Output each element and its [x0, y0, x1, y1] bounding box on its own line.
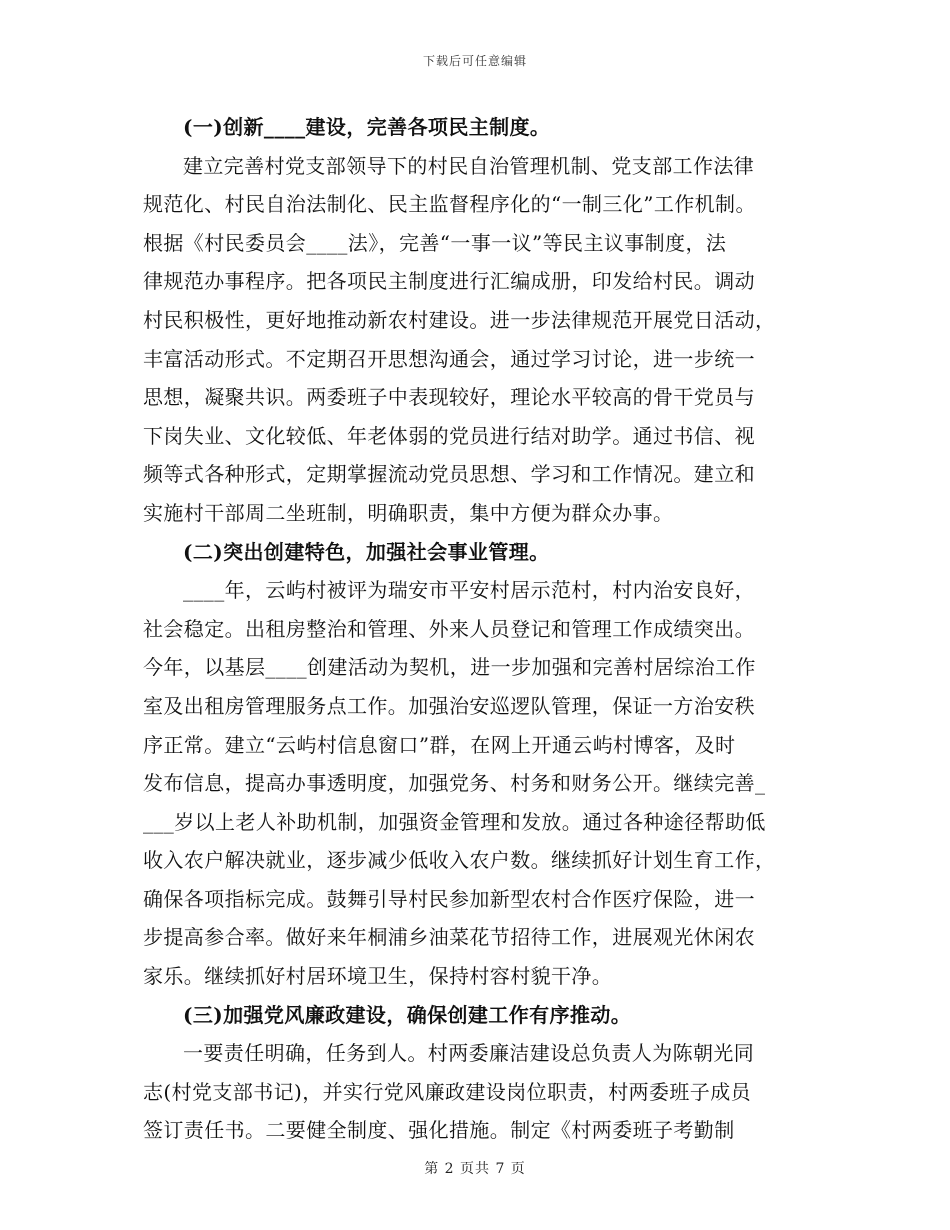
text-line: 下岗失业、文化较低、年老体弱的党员进行结对助学。通过书信、视 [143, 423, 755, 448]
text-line: 丰富活动形式。不定期召开思想沟通会，通过学习讨论，进一步统一 [143, 346, 755, 371]
text-line: ____年，云屿村被评为瑞安市平安村居示范村，村内治安良好， [183, 578, 755, 603]
section-body-3 [143, 1034, 810, 1150]
text-line: 一要责任明确，任务到人。村两委廉洁建设总负责人为陈朝光同 [183, 1041, 755, 1066]
text-line: 确保各项指标完成。鼓舞引导村民参加新型农村合作医疗保险，进一 [143, 886, 755, 911]
text-line: 家乐。继续抓好村居环境卫生，保持村容村貌干净。 [143, 964, 613, 989]
text-line: 收入农户解决就业，逐步减少低收入农户数。继续抓好计划生育工作， [143, 848, 776, 873]
text-line: 村民积极性，更好地推动新农村建设。进一步法律规范开展党日活动， [143, 307, 776, 332]
section-heading-2: (二)突出创建特色，加强社会事业管理。 [183, 539, 550, 564]
section-body-1 [143, 147, 810, 533]
text-line: 思想，凝聚共识。两委班子中表现较好，理论水平较高的骨干党员与 [143, 385, 755, 410]
text-line: 签订责任书。二要健全制度、强化措施。制定《村两委班子考勤制 [143, 1118, 735, 1143]
text-line: 根据《村民委员会____法》，完善“一事一议”等民主议事制度，法 [143, 230, 727, 255]
text-line: 社会稳定。出租房整治和管理、外来人员登记和管理工作成绩突出。 [143, 616, 755, 641]
text-line: 步提高参合率。做好来年桐浦乡油菜花节招待工作，进展观光休闲农 [143, 925, 755, 950]
text-line: 律规范办事程序。把各项民主制度进行汇编成册，印发给村民。调动 [143, 269, 755, 294]
document-body [143, 108, 810, 1150]
text-line: 序正常。建立“云屿村信息窗口”群，在网上开通云屿村博客，及时 [143, 732, 736, 757]
text-line: 频等式各种形式，定期掌握流动党员思想、学习和工作情况。建立和 [143, 462, 755, 487]
page-footer: 第 2 页共 7 页 [424, 1161, 526, 1177]
text-line: 发布信息，提高办事透明度，加强党务、村务和财务公开。继续完善_ [143, 771, 766, 796]
text-line: 实施村干部周二坐班制，明确职责，集中方便为群众办事。 [143, 500, 674, 525]
section-heading-3: (三)加强党风廉政建设，确保创建工作有序推动。 [183, 1002, 632, 1027]
text-line: ___岁以上老人补助机制，加强资金管理和发放。通过各种途径帮助低 [143, 809, 766, 834]
page-header: 下载后可任意编辑 [422, 54, 527, 68]
text-line: 规范化、村民自治法制化、民主监督程序化的“一制三化”工作机制。 [143, 192, 756, 217]
text-line: 志(村党支部书记)，并实行党风廉政建设岗位职责，村两委班子成员 [143, 1079, 752, 1104]
section-body-2 [143, 571, 810, 996]
text-line: 室及出租房管理服务点工作。加强治安巡逻队管理，保证一方治安秩 [143, 693, 755, 718]
section-heading-1: (一)创新____建设，完善各项民主制度。 [183, 115, 551, 139]
text-line: 今年，以基层____创建活动为契机，进一步加强和完善村居综治工作 [143, 655, 756, 680]
text-line: 建立完善村党支部领导下的村民自治管理机制、党支部工作法律 [183, 153, 755, 178]
